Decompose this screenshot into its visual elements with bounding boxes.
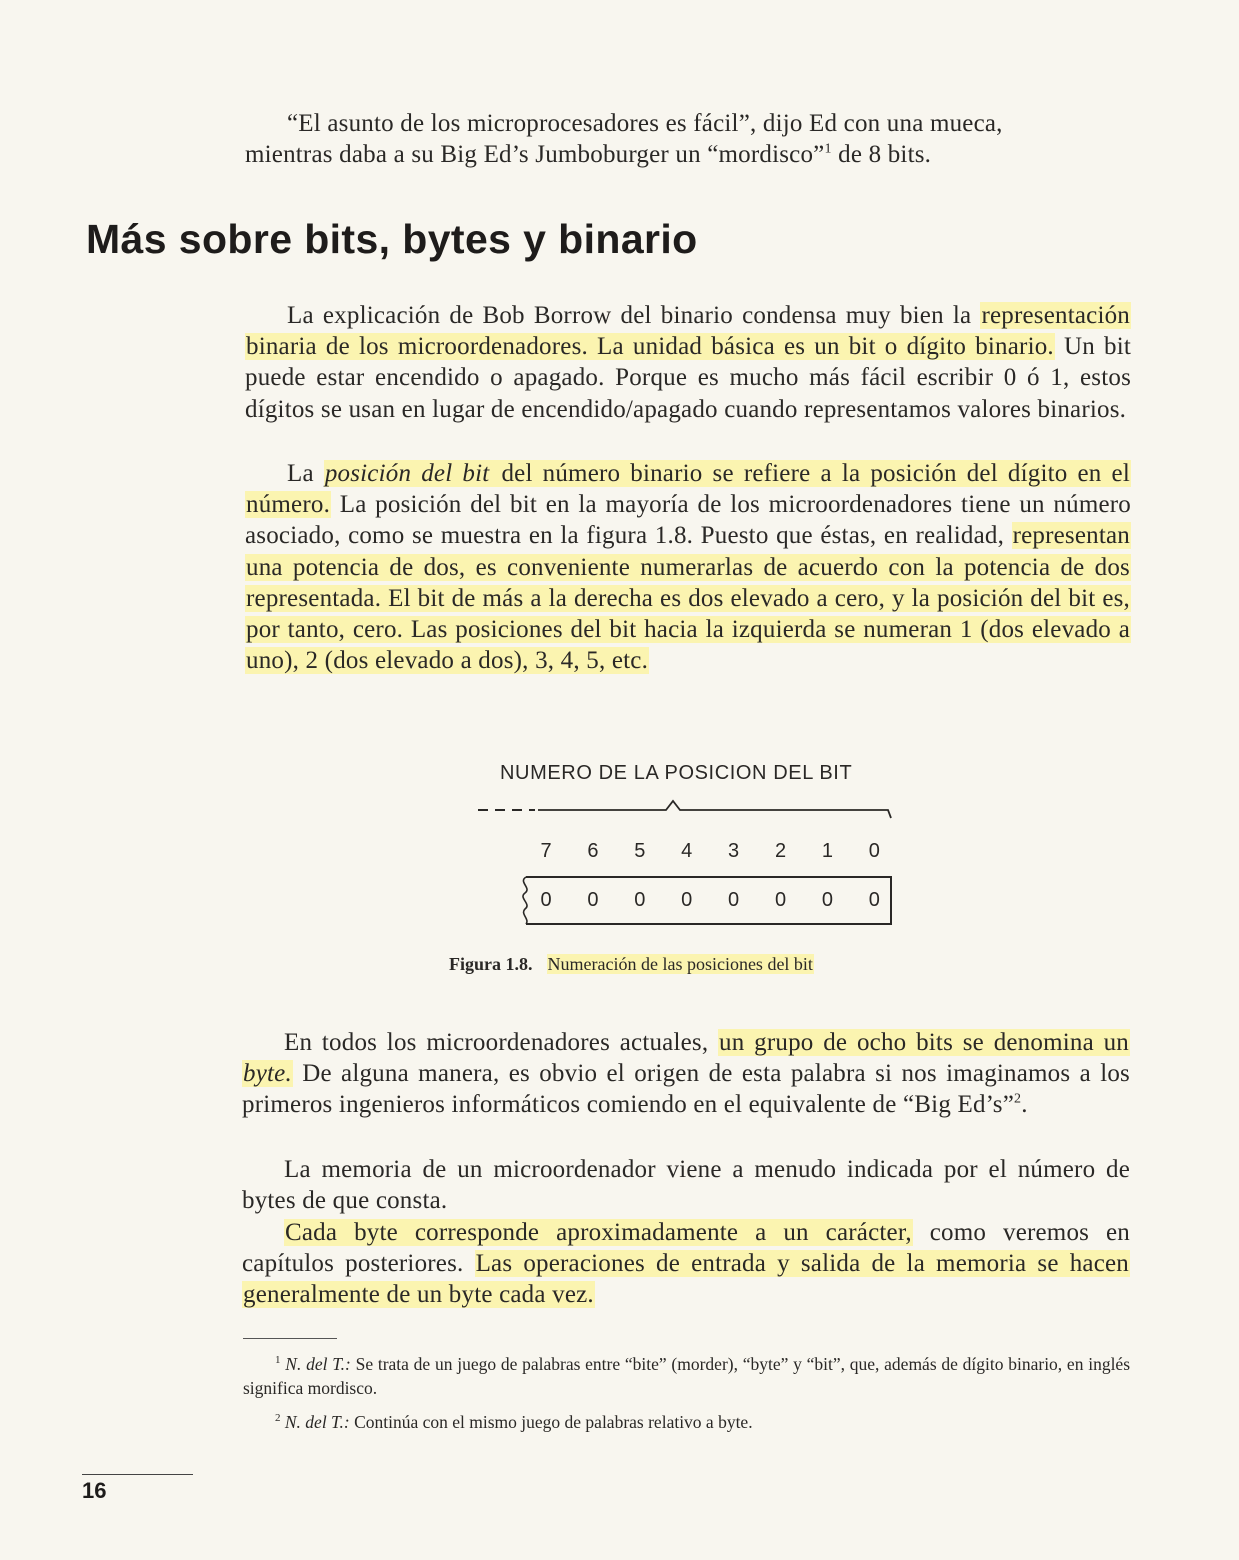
text-run: Un bit puede estar encendido o apagado. Porque es mucho más fácil escribir 0 ó 1, estos dígitos se usan en lugar de encendido/apagado cuando representamos valores binarios. [245,333,1131,423]
text-run: como veremos en capítulos posteriores. [242,1219,1130,1278]
text-run: . [1021,1091,1028,1119]
footnote-2 [243,1410,1130,1434]
highlighted-text: Cada byte corresponde aproximadamente a un carácter, [285,1219,912,1246]
paragraph-bit-position [245,458,1131,676]
bit-value-cell: 0 [634,889,646,911]
footnote-text: Se trata de un juego de palabras entre “bite” (morder), “byte” y “bit”, que, además de dígito binario, en inglés significa mordisco. [243,1354,1131,1398]
bit-position-label: 3 [728,840,740,862]
figure-caption [449,954,814,975]
caption-text: Numeración de las posiciones del bit [547,954,813,974]
text-run: La explicación de Bob Borrow del binario condensa muy bien la [287,302,981,329]
caption-label: Figura 1.8. [449,954,533,974]
bit-position-label: 0 [868,840,880,862]
footnote-mark: 1 [275,1354,281,1367]
bit-position-label: 2 [774,840,787,862]
footnote-mark: 2 [275,1412,281,1425]
page-number: 16 [82,1478,107,1503]
page-number-rule [82,1474,193,1475]
section-heading: Más sobre bits, bytes y binario [86,216,698,262]
paragraph-memory-bytes: La memoria de un microordenador viene a menudo indicada por el número de bytes de que consta. [242,1156,1130,1215]
paragraph-byte-definition [242,1027,1130,1121]
bit-value-cell: 0 [821,889,833,911]
text-run: De alguna manera, es obvio el origen de esta palabra si nos imaginamos a los primeros ingenieros informáticos comiendo en el equivalente de “Big Ed’s” [242,1060,1130,1119]
footnote-label: N. del T.: [285,1354,351,1374]
highlighted-text: representan una potencia de dos, es conveniente numerarlas de acuerdo con la potencia de dos representada. El bit de más a la derecha es dos elevado a cero, y la posición del bit es, por tanto, cero. Las posiciones del bit hacia la izquierda se numeran 1 (dos elevado a uno), 2 (dos elevado a dos), 3, 4, 5, etc. [246,522,1130,675]
bit-position-label: 5 [634,840,646,862]
bit-position-label: 7 [540,840,552,862]
bit-value-cell: 0 [774,889,787,911]
paragraph-byte-character [242,1217,1130,1311]
highlighted-text: Las operaciones de entrada y salida de la memoria se hacen generalmente de un byte cada vez. [243,1250,1129,1309]
bit-position-label: 4 [681,840,693,862]
highlighted-text: un grupo de ocho bits se denomina un [719,1029,1130,1056]
footnote-ref-2: 2 [1014,1092,1022,1108]
bit-value-cell: 0 [868,889,880,911]
footnote-ref-1: 1 [824,141,832,157]
paragraph-binary-representation [245,300,1131,425]
figure-diagram [470,790,910,940]
footnote-rule [243,1338,337,1339]
bit-position-label: 6 [587,840,599,862]
brace-line [538,801,891,818]
bit-value-cell: 0 [587,889,599,911]
figure-title: NUMERO DE LA POSICION DEL BIT [500,762,853,784]
bit-value-cell: 0 [540,889,552,911]
intro-line-1: “El asunto de los microprocesadores es fácil”, dijo Ed con una mueca, [287,110,1003,137]
text-run: La [287,460,324,487]
highlighted-text: representación binaria de los microordenadores. La unidad básica es un bit o dígito binario. [246,302,1130,361]
text-run: La posición del bit en la mayoría de los microordenadores tiene un número asociado, como se muestra en la figura 1.8. Puesto que éstas, en realidad, [245,491,1131,550]
intro-line-2-end: de 8 bits. [831,141,932,169]
intro-paragraph [245,108,1131,170]
bit-value-cell: 0 [728,889,740,911]
bit-value-cell: 0 [681,889,693,911]
bit-position-label: 1 [821,840,833,862]
footnote-1 [243,1352,1130,1400]
text-run: En todos los microordenadores actuales, [284,1029,719,1056]
footnote-label: N. del T.: [284,1412,350,1432]
footnote-text: Continúa con el mismo juego de palabras relativo a byte. [349,1412,753,1432]
torn-edge [523,877,527,924]
emphasis-byte: byte. [243,1060,292,1088]
highlighted-text: del número binario se refiere a la posición del dígito en el número. [246,460,1130,519]
emphasis-bit-position: posición del bit [324,460,490,487]
intro-line-2: mientras daba a su Big Ed’s Jumboburger un “mordisco” [245,141,825,169]
